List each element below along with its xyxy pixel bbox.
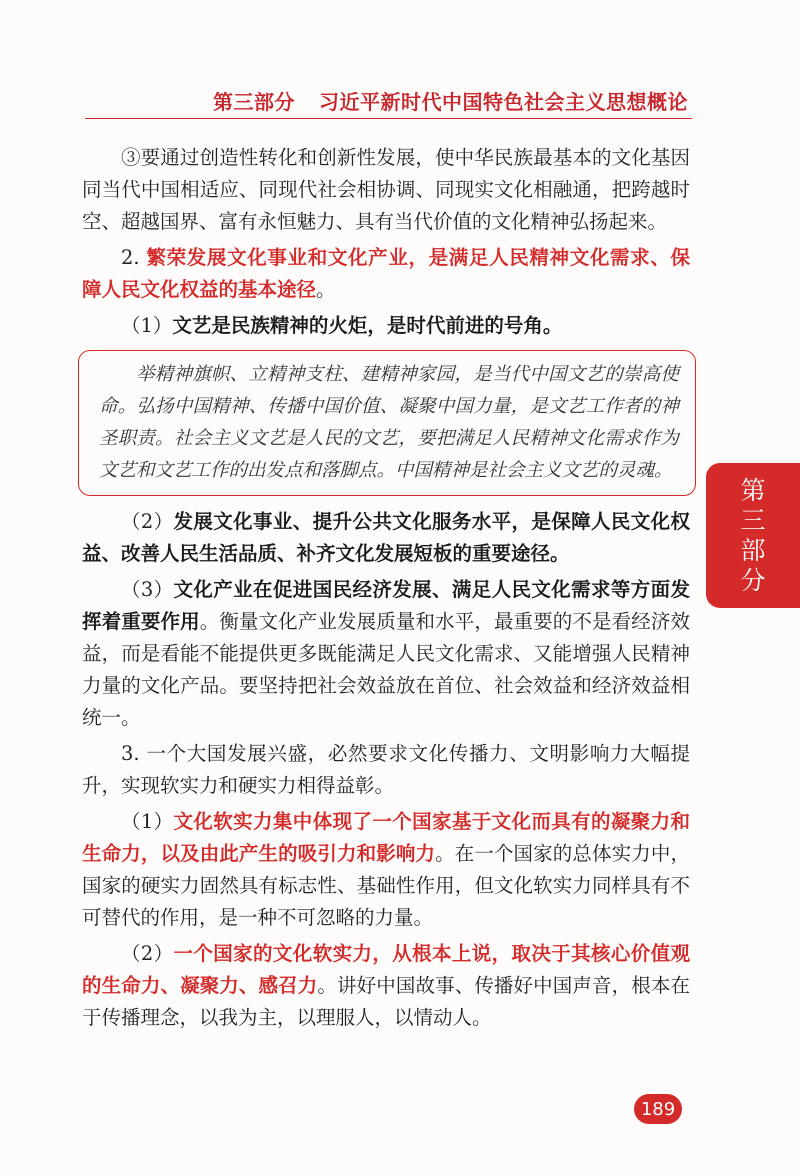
p7-number: （1） — [121, 810, 174, 833]
quote-text: 举精神旗帜、立精神支柱、建精神家园，是当代中国文艺的崇高使命。弘扬中国精神、传播中国价值、凝聚中国力量，是文艺工作者的神圣职责。社会主义文艺是人民的文艺，要把满足人民精神文化需求作为文艺和文艺工作的出发点和落脚点。中国精神是社会主义文艺的灵魂。 — [99, 364, 679, 481]
p4-number: （2） — [121, 510, 174, 533]
p4-bold: 发展文化事业、提升公共文化服务水平，是保障人民文化权益、改善人民生活品质、补齐文化发展短板的重要途径。 — [82, 510, 690, 565]
paragraph-1: ③要通过创造性转化和创新性发展，使中华民族最基本的文化基因同当代中国相适应、同现代社会相协调、同现实文化相融通，把跨越时空、超越国界、富有永恒魅力、具有当代价值的文化精神弘扬起来。 — [82, 146, 690, 233]
p5-bold: 文化产业在促进国民经济发展、满足人民文化需求等方面发挥着重要作用 — [82, 578, 690, 633]
p3-number: （1） — [121, 314, 173, 337]
p5-number: （3） — [121, 578, 174, 601]
section-side-tab — [706, 463, 800, 608]
paragraph-2 — [82, 242, 690, 306]
page-number: 189 — [634, 1094, 682, 1124]
paragraph-3 — [82, 310, 690, 342]
p8-rest: 。讲好中国故事、传播好中国声音，根本在于传播理念，以我为主，以理服人，以情动人。 — [82, 974, 690, 1029]
paragraph-5 — [82, 574, 690, 734]
running-header — [0, 86, 800, 114]
paragraph-4 — [82, 506, 690, 570]
header-part: 第三部分 — [213, 90, 295, 114]
side-tab-char: 分 — [740, 565, 766, 595]
p2-suffix: 。 — [316, 278, 336, 301]
page-content — [82, 142, 690, 1038]
p2-number: 2. — [121, 246, 147, 269]
side-tab-char: 第 — [740, 475, 766, 505]
p7-highlight: 文化软实力集中体现了一个国家基于文化而具有的凝聚力和生命力，以及由此产生的吸引力和影响力 — [82, 810, 690, 865]
p3-bold: 文艺是民族精神的火炬，是时代前进的号角。 — [172, 314, 563, 337]
header-rule — [85, 118, 692, 119]
p2-highlight: 繁荣发展文化事业和文化产业，是满足人民精神文化需求、保障人民文化权益的基本途径 — [82, 246, 690, 301]
side-tab-char: 部 — [740, 535, 766, 565]
paragraph-7 — [82, 806, 690, 934]
p5-rest: 。衡量文化产业发展质量和水平，最重要的不是看经济效益，而是看能不能提供更多既能满足人民文化需求、又能增强人民精神力量的文化产品。要坚持把社会效益放在首位、社会效益和经济效益相统一。 — [82, 610, 690, 729]
header-title: 习近平新时代中国特色社会主义思想概论 — [319, 90, 688, 114]
p8-number: （2） — [121, 942, 174, 965]
paragraph-6: 3. 一个大国发展兴盛，必然要求文化传播力、文明影响力大幅提升，实现软实力和硬实力相得益彰。 — [82, 742, 690, 797]
paragraph-8 — [82, 938, 690, 1034]
p7-rest: 。在一个国家的总体实力中，国家的硬实力固然具有标志性、基础性作用，但文化软实力同样具有不可替代的作用，是一种不可忽略的力量。 — [82, 842, 690, 929]
side-tab-char: 三 — [740, 505, 766, 535]
p8-highlight: 一个国家的文化软实力，从根本上说，取决于其核心价值观的生命力、凝聚力、感召力 — [82, 942, 690, 997]
quote-box — [78, 350, 696, 496]
